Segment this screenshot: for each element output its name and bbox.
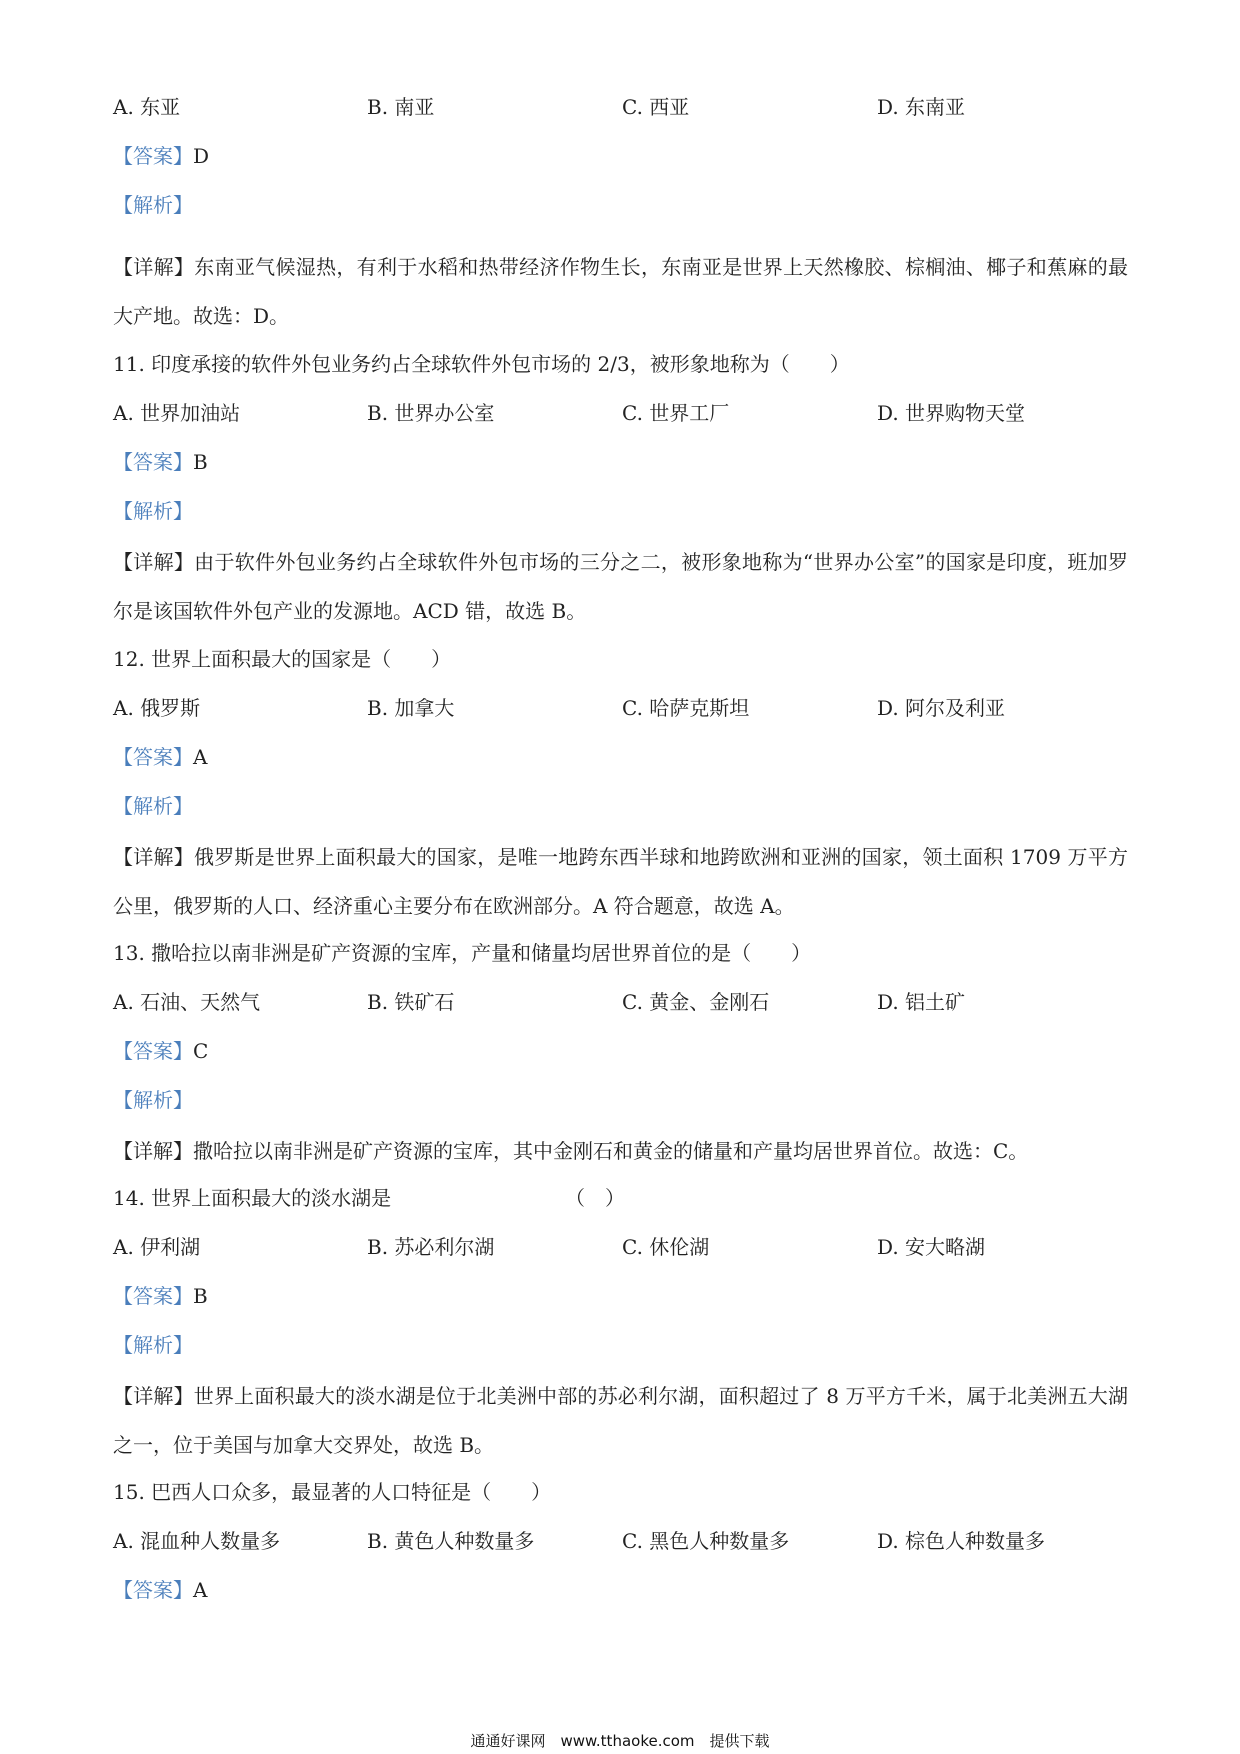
q11-stem: 11. 印度承接的软件外包业务约占全球软件外包市场的 2/3，被形象地称为（ ） <box>113 352 850 376</box>
q15-option-d: D. 棕色人种数量多 <box>877 1529 1046 1553</box>
q13-option-d: D. 铝土矿 <box>877 990 966 1014</box>
detail-label: 【详解】 <box>113 255 195 279</box>
detail-text: 俄罗斯是世界上面积最大的国家，是唯一地跨东西半球和地跨欧洲和亚洲的国家，领土面积 1709 万平方公里，俄罗斯的人口、经济重心主要分布在欧洲部分。A 符合题意，故选 A。 <box>113 845 1128 918</box>
q15-option-a: A. 混血种人数量多 <box>113 1529 281 1553</box>
detail-label: 【详解】 <box>113 550 195 574</box>
q12-detail <box>113 833 1128 931</box>
detail-label: 【详解】 <box>113 1384 194 1408</box>
analysis-label: 【解析】 <box>113 1333 193 1357</box>
detail-text: 由于软件外包业务约占全球软件外包市场的三分之二，被形象地称为“世界办公室”的国家是印度，班加罗尔是该国软件外包产业的发源地。ACD 错，故选 B。 <box>113 550 1129 623</box>
q12-option-d: D. 阿尔及利亚 <box>877 696 1006 720</box>
q14-option-d: D. 安大略湖 <box>877 1235 986 1259</box>
q14-stem: 14. 世界上面积最大的淡水湖是 <box>113 1186 392 1210</box>
detail-text: 撒哈拉以南非洲是矿产资源的宝库，其中金刚石和黄金的储量和产量均居世界首位。故选：C。 <box>193 1139 1029 1163</box>
q14-detail <box>113 1372 1128 1470</box>
analysis-label: 【解析】 <box>113 193 193 217</box>
answer-label: 【答案】 <box>113 745 193 769</box>
answer-value: D <box>193 144 210 168</box>
q14-analysis-label <box>113 1331 193 1359</box>
q15-answer <box>113 1576 207 1604</box>
q15-option-c: C. 黑色人种数量多 <box>622 1529 790 1553</box>
q13-answer <box>113 1037 208 1065</box>
q12-option-c: C. 哈萨克斯坦 <box>622 696 750 720</box>
detail-text: 世界上面积最大的淡水湖是位于北美洲中部的苏必利尔湖，面积超过了 8 万平方千米，属于北美洲五大湖之一，位于美国与加拿大交界处，故选 B。 <box>113 1384 1128 1457</box>
q14-option-a: A. 伊利湖 <box>113 1235 201 1259</box>
q12-analysis-label <box>113 792 193 820</box>
q11-option-a: A. 世界加油站 <box>113 401 241 425</box>
q10-analysis-label <box>113 191 193 219</box>
answer-label: 【答案】 <box>113 1039 193 1063</box>
answer-label: 【答案】 <box>113 1284 193 1308</box>
q11-answer <box>113 448 208 476</box>
q10-option-c: C. 西亚 <box>622 95 690 119</box>
q10-answer <box>113 142 209 170</box>
answer-value: B <box>193 1284 208 1308</box>
q12-option-b: B. 加拿大 <box>367 696 455 720</box>
answer-label: 【答案】 <box>113 1578 193 1602</box>
page-footer: 通通好课网 www.tthaoke.com 提供下载 <box>470 1732 770 1750</box>
q15-option-b: B. 黄色人种数量多 <box>367 1529 535 1553</box>
q12-answer <box>113 743 207 771</box>
q10-option-a: A. 东亚 <box>113 95 181 119</box>
q11-option-c: C. 世界工厂 <box>622 401 730 425</box>
q11-option-b: B. 世界办公室 <box>367 401 495 425</box>
q13-analysis-label <box>113 1086 193 1114</box>
analysis-label: 【解析】 <box>113 499 193 523</box>
q13-option-a: A. 石油、天然气 <box>113 990 261 1014</box>
q11-detail <box>113 538 1128 636</box>
analysis-label: 【解析】 <box>113 794 193 818</box>
answer-value: B <box>193 450 208 474</box>
q13-stem: 13. 撒哈拉以南非洲是矿产资源的宝库，产量和储量均居世界首位的是（ ） <box>113 941 812 965</box>
q13-option-c: C. 黄金、金刚石 <box>622 990 770 1014</box>
q14-stem-bracket: （ ） <box>565 1186 625 1210</box>
q15-stem: 15. 巴西人口众多，最显著的人口特征是（ ） <box>113 1480 552 1504</box>
q14-option-c: C. 休伦湖 <box>622 1235 710 1259</box>
q11-option-d: D. 世界购物天堂 <box>877 401 1026 425</box>
answer-label: 【答案】 <box>113 450 193 474</box>
answer-value: A <box>193 1578 208 1602</box>
answer-value: A <box>193 745 208 769</box>
q11-analysis-label <box>113 497 193 525</box>
analysis-label: 【解析】 <box>113 1088 193 1112</box>
answer-label: 【答案】 <box>113 144 193 168</box>
q10-option-d: D. 东南亚 <box>877 95 966 119</box>
q13-option-b: B. 铁矿石 <box>367 990 455 1014</box>
q13-detail <box>113 1127 1128 1176</box>
q12-option-a: A. 俄罗斯 <box>113 696 201 720</box>
q14-option-b: B. 苏必利尔湖 <box>367 1235 495 1259</box>
detail-text: 东南亚气候湿热，有利于水稻和热带经济作物生长，东南亚是世界上天然橡胶、棕榈油、椰子和蕉麻的最大产地。故选：D。 <box>113 255 1129 328</box>
q10-option-b: B. 南亚 <box>367 95 435 119</box>
q10-detail <box>113 243 1128 341</box>
q14-answer <box>113 1282 208 1310</box>
q12-stem: 12. 世界上面积最大的国家是（ ） <box>113 647 452 671</box>
detail-label: 【详解】 <box>113 845 194 869</box>
answer-value: C <box>193 1039 209 1063</box>
detail-label: 【详解】 <box>113 1139 193 1163</box>
